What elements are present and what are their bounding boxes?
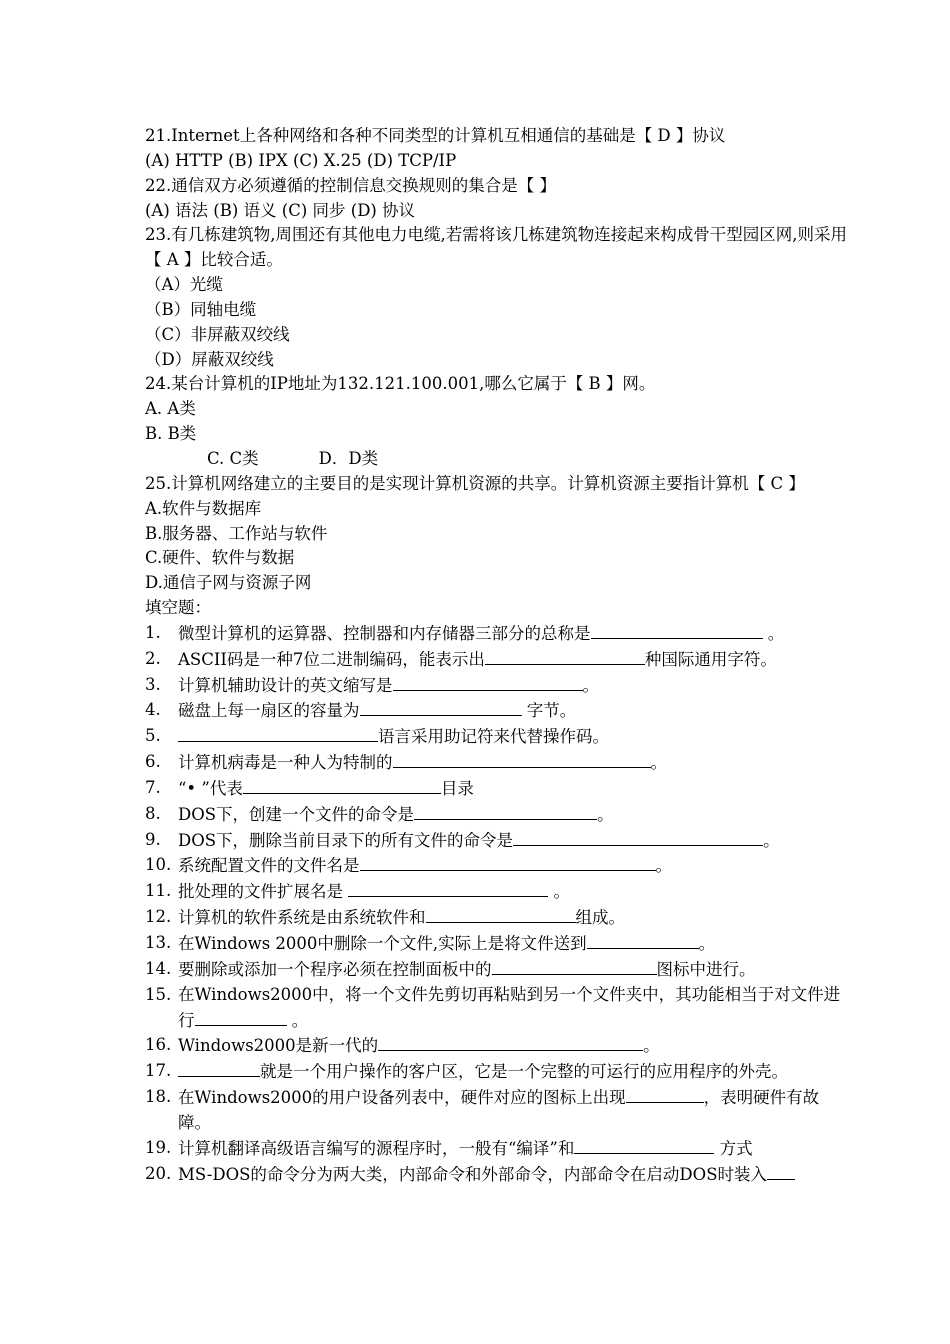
answer-blank [378,1033,643,1051]
item-text: 语言采用助记符来代替操作码。 [378,727,609,747]
item-text: 计算机的软件系统是由系统软件和 [178,908,426,928]
item-number: 18. [145,1087,172,1107]
fill-item [145,724,850,750]
item-text: 。 [643,1036,660,1056]
item-text: 计算机病毒是一种人为特制的 [178,753,393,773]
item-number: 8. [145,803,161,823]
fill-item [145,957,850,983]
answer-blank [348,879,548,897]
item-number: 13. [145,933,172,952]
answer-blank [393,673,583,691]
answer-blank [591,621,763,639]
fill-item [145,698,850,724]
question-23-option: （D）屏蔽双绞线 [145,349,274,369]
item-number: 12. [145,907,172,927]
item-text: 就是一个用户操作的客户区，它是一个完整的可运行的应用程序的外壳。 [260,1062,788,1082]
answer-blank [178,724,378,742]
answer-blank [426,905,576,923]
question-24: 24.某台计算机的IP地址为132.121.100.001,哪么它属于【 B 】网。 [145,374,656,394]
answer-blank [587,931,699,949]
fill-item [145,1136,850,1162]
question-25-option: D.通信子网与资源子网 [145,573,312,593]
question-23-option: （B）同轴电缆 [145,299,257,319]
item-text: MS-DOS的命令分为两大类，内部命令和外部命令，内部命令在启动DOS时装入 [178,1164,767,1184]
question-22: 22.通信双方必须遵循的控制信息交换规则的集合是【 】 [145,175,556,195]
item-text: 。 [762,623,785,643]
answer-blank [513,828,763,846]
answer-blank [178,1059,260,1077]
answer-blank [243,776,441,794]
item-text: Windows2000是新一代的 [178,1036,379,1056]
item-text: 在Windows2000的用户设备列表中，硬件对应的图标上出现 [178,1088,626,1108]
fill-item [145,673,850,699]
fill-item [145,853,850,879]
fill-item [145,905,850,931]
item-text: 。 [650,753,667,773]
item-text: 系统配置文件的文件名是 [178,856,360,876]
question-24-option: C. C类 [207,448,259,468]
fill-item [145,621,850,647]
answer-blank [414,802,597,820]
question-25: 25.计算机网络建立的主要目的是实现计算机资源的共享。计算机资源主要指计算机【 C 】 [145,473,805,493]
item-text: 。 [582,675,599,695]
item-text: DOS下，删除当前目录下的所有文件的命令是 [178,830,514,850]
question-24-option: A. A类 [145,399,196,419]
fill-item [145,776,850,802]
item-text: 计算机翻译高级语言编写的源程序时，一般有“编译”和 [178,1138,575,1158]
item-number: 2. [145,648,161,668]
item-text: 。 [698,934,716,953]
item-text: 组成。 [575,908,625,928]
question-24-option: D．D类 [318,448,379,468]
answer-blank [393,750,651,768]
item-text: ，表明硬件有故障。 [178,1088,820,1132]
item-text: 。 [597,804,614,824]
item-number: 17. [145,1061,172,1081]
item-text: DOS下，创建一个文件的命令是 [178,804,415,824]
item-text: 在Windows2000中，将一个文件先剪切再粘贴到另一个文件夹中，其功能相当于对文件进行 [178,984,841,1030]
item-text: 。 [286,1010,309,1030]
item-text: 在Windows 2000中删除一个文件,实际上是将文件送到 [178,934,587,953]
item-number: 3. [145,674,161,694]
item-text: 方式 [714,1138,753,1158]
item-number: 14. [145,958,172,978]
fill-item [145,647,850,673]
answer-blank [492,957,657,975]
item-number: 10. [145,855,172,875]
fill-item [145,828,850,854]
item-text: 微型计算机的运算器、控制器和内存储器三部分的总称是 [178,623,591,643]
item-number: 16. [145,1035,172,1055]
answer-blank [360,853,656,871]
question-25-option: C.硬件、软件与数据 [145,548,295,568]
fill-item [145,931,850,957]
fill-item [145,879,850,905]
question-24-option: B. B类 [145,424,197,444]
item-number: 19. [145,1137,172,1157]
item-number: 20. [145,1163,172,1183]
item-number: 7. [145,777,161,797]
item-text: “• ”代表 [178,778,243,798]
item-text: 字节。 [521,701,577,721]
document-page [145,124,850,1187]
fill-item [145,750,850,776]
question-21-options: (A) HTTP (B) IPX (C) X.25 (D) TCP/IP [145,150,457,170]
answer-blank [767,1162,795,1180]
question-25-option: A.软件与数据库 [145,498,262,518]
answer-blank [485,647,645,665]
item-text: 。 [763,830,780,850]
item-text: 。 [655,856,672,876]
item-number: 6. [145,752,161,772]
item-text: 要删除或添加一个程序必须在控制面板中的 [178,959,492,979]
item-text: 。 [548,882,570,902]
answer-blank [195,1008,287,1026]
question-23-option: （A）光缆 [145,275,223,295]
question-25-option: B.服务器、工作站与软件 [145,523,328,543]
fill-item [145,1059,850,1085]
item-text: 批处理的文件扩展名是 [178,882,349,902]
question-24-options-row [145,447,850,472]
question-23: 23.有几栋建筑物,周围还有其他电力电缆,若需将该几栋建筑物连接起来构成骨干型园区网,则采用【 A 】比较合适。 [145,225,847,270]
answer-blank [626,1085,704,1103]
item-number: 4. [145,700,161,720]
answer-blank [574,1136,714,1154]
item-number: 9. [145,829,161,849]
item-number: 5. [145,726,161,746]
item-text: 种国际通用字符。 [644,649,777,669]
question-22-options: (A) 语法 (B) 语义 (C) 同步 (D) 协议 [145,200,416,220]
fill-item [145,802,850,828]
item-text: 图标中进行。 [656,959,756,979]
fill-item [145,1085,850,1136]
fill-item [145,1033,850,1059]
item-text: ASCII码是一种7位二进制编码，能表示出 [178,649,485,669]
question-23-option: （C）非屏蔽双绞线 [145,324,290,344]
question-21: 21.Internet上各种网络和各种不同类型的计算机互相通信的基础是【 D 】协议 [145,126,726,145]
fill-item [145,983,850,1034]
fill-item [145,1162,850,1188]
item-number: 1. [145,622,161,642]
item-text: 计算机辅助设计的英文缩写是 [178,675,393,695]
item-text: 磁盘上每一扇区的容量为 [178,701,360,721]
item-text: 目录 [440,778,474,798]
item-number: 15. [145,984,172,1004]
item-number: 11. [145,881,172,901]
answer-blank [360,698,522,716]
fill-section-heading: 填空题： [145,598,211,618]
